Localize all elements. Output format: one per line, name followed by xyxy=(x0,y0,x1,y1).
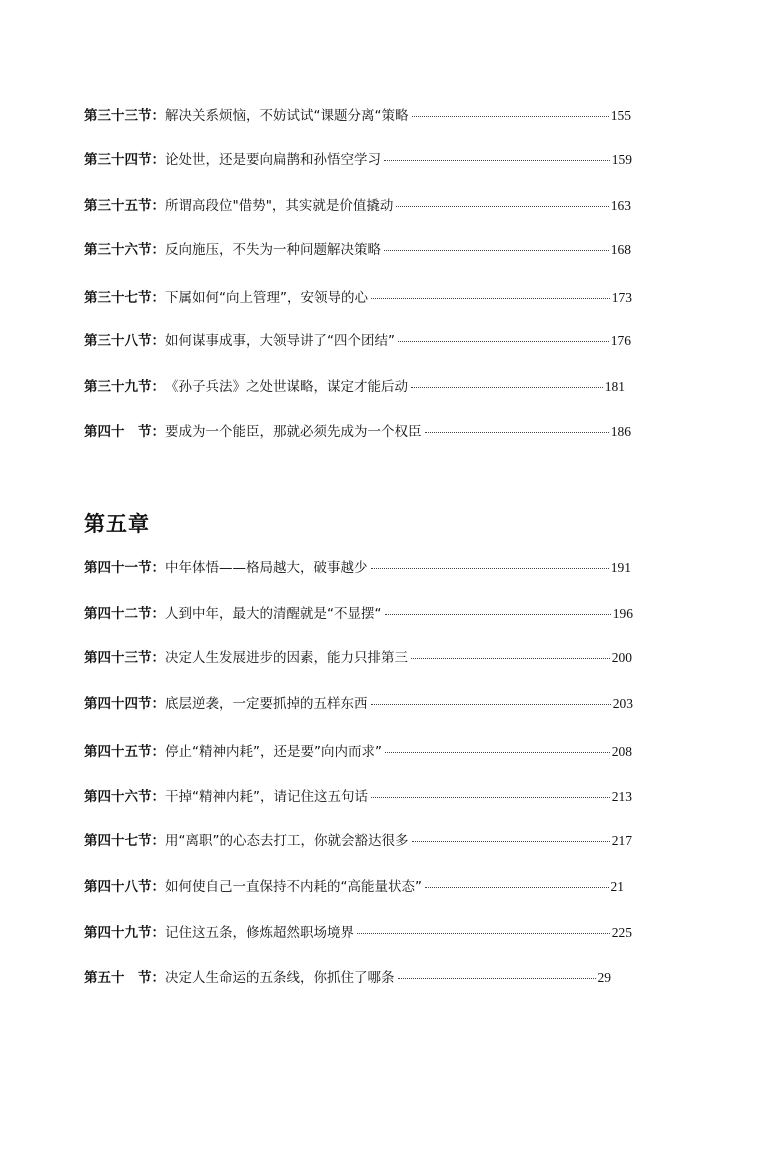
entry-title: 决定人生发展进步的因素，能力只排第三 xyxy=(165,650,408,666)
toc-entry xyxy=(84,604,633,624)
entry-number: 第三十七节 xyxy=(84,290,152,306)
entry-title: 解决关系烦恼，不妨试试“课题分离“策略 xyxy=(165,108,409,124)
entry-title: 《孙子兵法》之处世谋略，谋定才能后动 xyxy=(165,379,408,395)
toc-entry xyxy=(84,648,632,668)
entry-separator: ： xyxy=(151,744,165,760)
dot-leader xyxy=(385,613,611,615)
entry-title: 中年体悟——格局越大，破事越少 xyxy=(165,560,368,576)
entry-number: 第四十五节 xyxy=(84,744,152,760)
entry-separator: ： xyxy=(151,290,165,306)
entry-separator: ： xyxy=(151,560,165,576)
entry-separator: ： xyxy=(151,925,165,941)
entry-page-number: 203 xyxy=(612,696,633,711)
entry-number: 第三十三节 xyxy=(84,108,152,124)
toc-entry xyxy=(84,694,633,714)
entry-title: 如何谋事成事，大领导讲了“四个团结” xyxy=(165,333,395,349)
dot-leader xyxy=(398,340,609,342)
entry-page-number: 200 xyxy=(611,650,632,665)
toc-entry xyxy=(84,288,632,308)
entry-number: 第五十 节 xyxy=(84,970,152,986)
entry-number: 第三十六节 xyxy=(84,242,152,258)
entry-title: 如何使自己一直保持不内耗的“高能量状态” xyxy=(165,879,422,895)
entry-page-number: 163 xyxy=(610,198,631,213)
entry-number: 第四十七节 xyxy=(84,833,152,849)
entry-number: 第四十四节 xyxy=(84,696,152,712)
entry-page-number: 29 xyxy=(597,970,611,985)
entry-separator: ： xyxy=(151,108,165,124)
entry-title: 停止“精神内耗”，还是要”向内而求” xyxy=(165,744,382,760)
toc-entry xyxy=(84,877,624,897)
entry-separator: ： xyxy=(151,789,165,805)
entry-separator: ： xyxy=(151,242,165,258)
entry-number: 第四十 节 xyxy=(84,424,152,440)
toc-entry xyxy=(84,422,631,442)
dot-leader xyxy=(384,249,609,251)
dot-leader xyxy=(385,751,610,753)
entry-page-number: 217 xyxy=(611,833,632,848)
entry-separator: ： xyxy=(151,606,165,622)
entry-title: 记住这五条，修炼超然职场境界 xyxy=(165,925,354,941)
entry-number: 第四十九节 xyxy=(84,925,152,941)
toc-entry xyxy=(84,150,632,170)
entry-separator: ： xyxy=(151,833,165,849)
dot-leader xyxy=(371,567,609,569)
entry-separator: ： xyxy=(151,696,165,712)
toc-entry xyxy=(84,377,625,397)
toc-entry xyxy=(84,742,632,762)
toc-entry xyxy=(84,106,631,126)
entry-title: 干掉“精神内耗”，请记住这五句话 xyxy=(165,789,368,805)
dot-leader xyxy=(412,840,610,842)
toc-entry xyxy=(84,558,631,578)
dot-leader xyxy=(425,431,609,433)
entry-separator: ： xyxy=(151,970,165,986)
entry-separator: ： xyxy=(151,379,165,395)
entry-page-number: 155 xyxy=(610,108,631,123)
entry-separator: ： xyxy=(151,424,165,440)
entry-page-number: 213 xyxy=(611,789,632,804)
dot-leader xyxy=(396,205,608,207)
entry-number: 第四十八节 xyxy=(84,879,152,895)
dot-leader xyxy=(411,386,603,388)
entry-page-number: 186 xyxy=(610,424,631,439)
entry-separator: ： xyxy=(151,333,165,349)
entry-separator: ： xyxy=(151,879,165,895)
entry-number: 第三十九节 xyxy=(84,379,152,395)
entry-number: 第三十八节 xyxy=(84,333,152,349)
dot-leader xyxy=(425,886,609,888)
entry-title: 反向施压，不失为一种问题解决策略 xyxy=(165,242,381,258)
toc-entry xyxy=(84,831,632,851)
entry-separator: ： xyxy=(151,152,165,168)
entry-page-number: 21 xyxy=(610,879,624,894)
entry-title: 决定人生命运的五条线，你抓住了哪条 xyxy=(165,970,395,986)
entry-number: 第四十二节 xyxy=(84,606,152,622)
dot-leader xyxy=(412,115,609,117)
entry-number: 第三十五节 xyxy=(84,198,152,214)
entry-separator: ： xyxy=(151,650,165,666)
entry-page-number: 196 xyxy=(612,606,633,621)
dot-leader xyxy=(357,932,610,934)
entry-page-number: 191 xyxy=(610,560,631,575)
entry-number: 第三十四节 xyxy=(84,152,152,168)
entry-page-number: 208 xyxy=(611,744,632,759)
entry-title: 用“离职”的心态去打工，你就会豁达很多 xyxy=(165,833,409,849)
entry-page-number: 181 xyxy=(604,379,625,394)
chapter-heading: 第五章 xyxy=(84,512,150,536)
dot-leader xyxy=(411,657,610,659)
toc-entry xyxy=(84,923,632,943)
entry-title: 底层逆袭，一定要抓掉的五样东西 xyxy=(165,696,368,712)
toc-entry xyxy=(84,787,632,807)
entry-page-number: 173 xyxy=(611,290,632,305)
toc-entry xyxy=(84,196,631,216)
toc-entry xyxy=(84,331,631,351)
toc-entry xyxy=(84,968,611,988)
dot-leader xyxy=(371,703,611,705)
entry-separator: ： xyxy=(151,198,165,214)
dot-leader xyxy=(398,977,596,979)
entry-number: 第四十一节 xyxy=(84,560,152,576)
toc-entry xyxy=(84,240,631,260)
entry-number: 第四十三节 xyxy=(84,650,152,666)
entry-page-number: 159 xyxy=(611,152,632,167)
entry-title: 下属如何“向上管理”，安领导的心 xyxy=(165,290,368,306)
entry-page-number: 168 xyxy=(610,242,631,257)
entry-number: 第四十六节 xyxy=(84,789,152,805)
entry-page-number: 176 xyxy=(610,333,631,348)
entry-title: 人到中年，最大的清醒就是“不显摆“ xyxy=(165,606,382,622)
entry-title: 论处世，还是要向扁鹊和孙悟空学习 xyxy=(165,152,381,168)
entry-title: 所谓高段位"借势"，其实就是价值撬动 xyxy=(165,198,394,214)
dot-leader xyxy=(371,796,610,798)
dot-leader xyxy=(371,297,610,299)
entry-title: 要成为一个能臣，那就必须先成为一个权臣 xyxy=(165,424,422,440)
dot-leader xyxy=(384,159,610,161)
entry-page-number: 225 xyxy=(611,925,632,940)
